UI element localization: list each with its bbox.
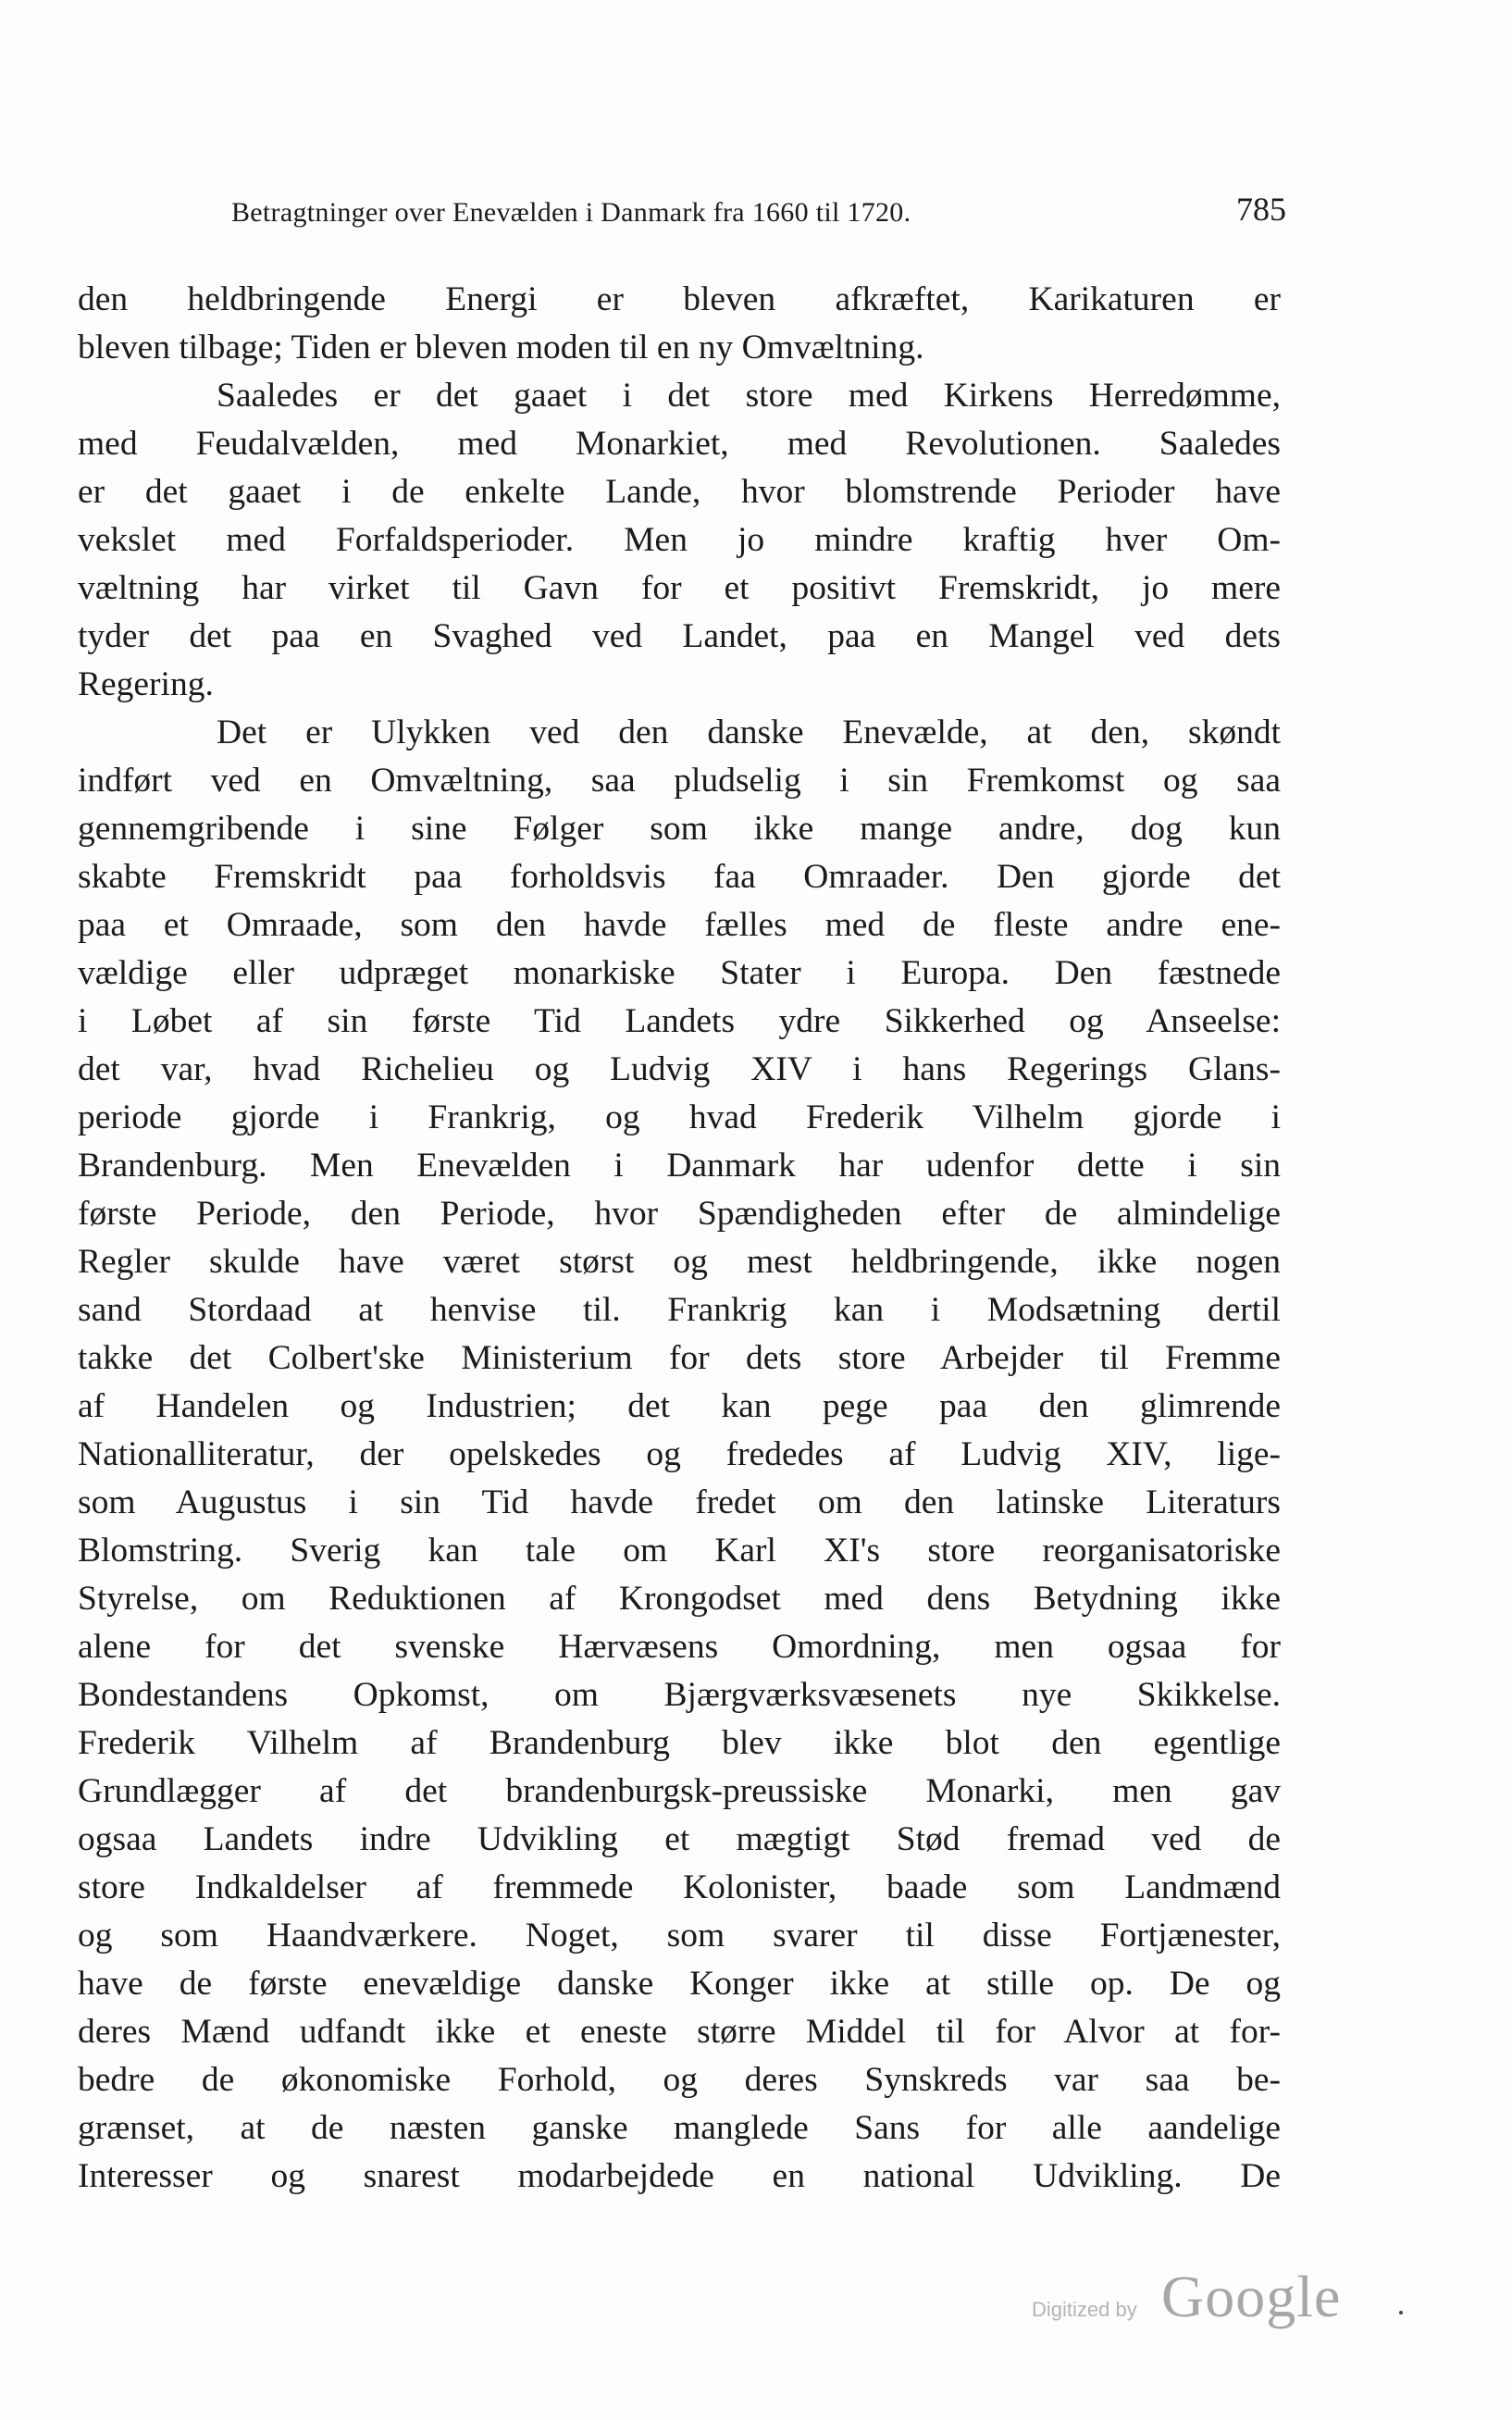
text-line: alene for det svenske Hærvæsens Omordning, men ogsaa for [78,1628,1281,1666]
body-text [78,276,1281,2201]
running-title: Betragtninger over Enevælden i Danmark fra 1660 til 1720. [231,197,911,228]
text-line: paa et Omraade, som den havde fælles med de fleste andre ene- [78,906,1281,944]
text-line: sand Stordaad at henvise til. Frankrig kan i Modsætning dertil [78,1291,1281,1329]
text-line: Interesser og snarest modarbejdede en national Udvikling. De [78,2157,1281,2195]
text-line: vekslet med Forfaldsperioder. Men jo mindre kraftig hver Om- [78,521,1281,559]
text-line: gennemgribende i sine Følger som ikke mange andre, dog kun [78,810,1281,848]
text-line: den heldbringende Energi er bleven afkræftet, Karikaturen er [78,280,1281,318]
text-line: grænset, at de næsten ganske manglede Sans for alle aandelige [78,2109,1281,2147]
text-line: og som Haandværkere. Noget, som svarer til disse Fortjænester, [78,1917,1281,1955]
text-line: i Løbet af sin første Tid Landets ydre Sikkerhed og Anseelse: [78,1002,1281,1040]
text-line: Blomstring. Sverig kan tale om Karl XI's store reorganisatoriske [78,1532,1281,1570]
text-line: første Periode, den Periode, hvor Spændigheden efter de almindelige [78,1195,1281,1233]
text-line: Bondestandens Opkomst, om Bjærgværksvæsenets nye Skikkelse. [78,1676,1281,1714]
text-line: er det gaaet i de enkelte Lande, hvor blomstrende Perioder have [78,473,1281,511]
digitized-watermark [1032,2263,1356,2337]
text-line: det var, hvad Richelieu og Ludvig XIV i hans Regerings Glans- [78,1050,1281,1088]
text-line: Grundlægger af det brandenburgsk-preussiske Monarki, men gav [78,1772,1281,1810]
text-line: med Feudalvælden, med Monarkiet, med Revolutionen. Saaledes [78,425,1281,463]
running-header [231,190,1295,236]
text-line: Det er Ulykken ved den danske Enevælde, at den, skøndt [217,714,1281,751]
text-line: periode gjorde i Frankrig, og hvad Frederik Vilhelm gjorde i [78,1098,1281,1136]
text-line: Brandenburg. Men Enevælden i Danmark har udenfor dette i sin [78,1147,1281,1185]
text-line: skabte Fremskridt paa forholdsvis faa Omraader. Den gjorde det [78,858,1281,896]
text-line: store Indkaldelser af fremmede Kolonister, baade som Landmænd [78,1868,1281,1906]
scan-speck [1399,2311,1403,2315]
text-line: Styrelse, om Reduktionen af Krongodset med dens Betydning ikke [78,1580,1281,1618]
google-logo: Google [1161,2264,1342,2329]
text-line: væltning har virket til Gavn for et positivt Fremskridt, jo mere [78,569,1281,607]
text-line: ogsaa Landets indre Udvikling et mægtigt Stød fremad ved de [78,1820,1281,1858]
text-line: som Augustus i sin Tid havde fredet om den latinske Literaturs [78,1483,1281,1521]
text-line: af Handelen og Industrien; det kan pege paa den glimrende [78,1387,1281,1425]
text-line: deres Mænd udfandt ikke et eneste større Middel til for Alvor at for- [78,2013,1281,2051]
text-line: bleven tilbage; Tiden er bleven moden til en ny Omvæltning. [78,329,924,366]
text-line: vældige eller udpræget monarkiske Stater i Europa. Den fæstnede [78,954,1281,992]
text-line: Saaledes er det gaaet i det store med Kirkens Herredømme, [217,377,1281,415]
text-line: indført ved en Omvæltning, saa pludselig i sin Fremkomst og saa [78,762,1281,800]
text-line: bedre de økonomiske Forhold, og deres Synskreds var saa be- [78,2061,1281,2099]
page-number: 785 [1236,191,1286,228]
text-line: have de første enevældige danske Konger ikke at stille op. De og [78,1965,1281,2003]
text-line: Frederik Vilhelm af Brandenburg blev ikke blot den egentlige [78,1724,1281,1762]
text-line: tyder det paa en Svaghed ved Landet, paa en Mangel ved dets [78,617,1281,655]
text-line: Nationalliteratur, der opelskedes og frededes af Ludvig XIV, lige- [78,1435,1281,1473]
text-line: Regler skulde have været størst og mest heldbringende, ikke nogen [78,1243,1281,1281]
text-line: takke det Colbert'ske Ministerium for dets store Arbejder til Fremme [78,1339,1281,1377]
watermark-prefix: Digitized by [1032,2298,1137,2321]
text-line: Regering. [78,665,214,703]
